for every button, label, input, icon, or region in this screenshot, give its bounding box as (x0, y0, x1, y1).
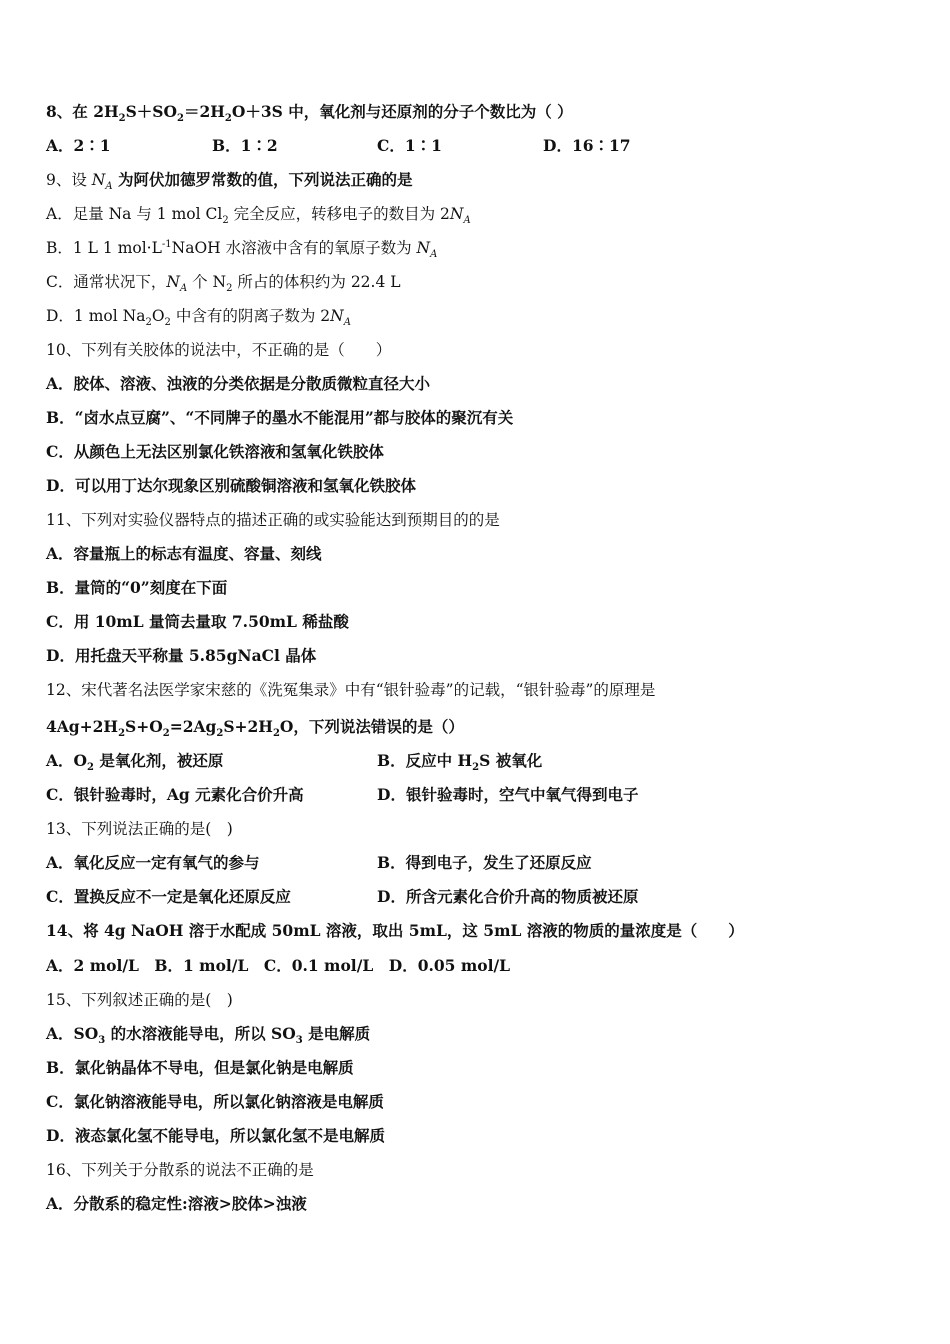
q12-option-a: A．$O_2$ 是氧化剂，被还原 (46, 751, 224, 774)
q14-options: A．2 mol/L B．1 mol/L C．0.1 mol/L D．0.05 mol/L (46, 956, 511, 975)
q13-options-row1 (46, 853, 846, 873)
q13-option-b: B．得到电子，发生了还原反应 (377, 853, 592, 872)
q10-option-d: D．可以用丁达尔现象区别硫酸铜溶液和氢氧化铁胶体 (46, 476, 416, 495)
q11-option-d: D．用托盘天平称量 5.85gNaCl 晶体 (46, 646, 317, 665)
q15-option-c: C．氯化钠溶液能导电，所以氯化钠溶液是电解质 (46, 1092, 384, 1111)
q12-option-b: B．反应中 $H_2S$ 被氧化 (377, 751, 543, 774)
q8-option-d: D．16∶17 (543, 136, 631, 155)
q15-option-d: D．液态氯化氢不能导电，所以氯化氢不是电解质 (46, 1126, 385, 1145)
q13-option-a: A．氧化反应一定有氧气的参与 (46, 853, 260, 872)
question-12-stem: 12、宋代著名法医学家宋慈的《洗冤集录》中有“银针验毒”的记载，“银针验毒”的原理是 (46, 681, 656, 699)
q15-option-b: B．氯化钠晶体不导电，但是氯化钠是电解质 (46, 1058, 354, 1077)
q10-option-a: A．胶体、溶液、浊液的分类依据是分散质微粒直径大小 (46, 374, 431, 393)
q8-option-c: C．1∶1 (377, 136, 442, 155)
q9-option-d: D．1 mol $Na_2O_2$ 中含有的阴离子数为 $2N_A$ (46, 307, 351, 329)
q10-option-c: C．从颜色上无法区别氯化铁溶液和氢氧化铁胶体 (46, 442, 384, 461)
q15-option-a: A．$SO_3$ 的水溶液能导电，所以 $SO_3$ 是电解质 (46, 1024, 371, 1047)
question-13-stem: 13、下列说法正确的是( ) (46, 820, 233, 838)
q12-options-row2 (46, 785, 846, 805)
q9-option-a: A．足量 Na 与 1 mol $Cl_2$ 完全反应，转移电子的数目为 $2N_A$ (46, 205, 471, 227)
q8-option-a: A．2∶1 (46, 136, 111, 155)
question-16-stem: 16、下列关于分散系的说法不正确的是 (46, 1161, 314, 1179)
q9-option-c: C．通常状况下，$N_A$ 个 $N_2$ 所占的体积约为 22.4 L (46, 273, 401, 295)
question-8-stem: 8、在 $2H_2S+SO_2=2H_2O+3S$ 中，氧化剂与还原剂的分子个数比为（ ） (46, 102, 573, 125)
q12-option-d: D．银针验毒时，空气中氧气得到电子 (377, 785, 639, 804)
question-15-stem: 15、下列叙述正确的是( ) (46, 991, 233, 1009)
q13-option-d: D．所含元素化合价升高的物质被还原 (377, 887, 639, 906)
q13-options-row2 (46, 887, 846, 907)
q11-option-a: A．容量瓶上的标志有温度、容量、刻线 (46, 544, 322, 563)
question-10-stem: 10、下列有关胶体的说法中，不正确的是（ ） (46, 341, 392, 359)
q13-option-c: C．置换反应不一定是氧化还原反应 (46, 887, 291, 906)
q16-option-a: A．分散系的稳定性:溶液>胶体>浊液 (46, 1194, 307, 1213)
q8-option-b: B．1∶2 (212, 136, 278, 155)
question-9-stem: 9、设 $N_A$ 为阿伏加德罗常数的值，下列说法正确的是 (46, 170, 413, 193)
q9-option-b: B．1 L 1 $mol\cdot L^{-1}NaOH$ 水溶液中含有的氧原子数为 $N_A$ (46, 238, 438, 261)
question-8-options (46, 136, 846, 156)
question-11-stem: 11、下列对实验仪器特点的描述正确的或实验能达到预期目的的是 (46, 511, 500, 529)
question-12-equation: $4Ag+2H_2S+O_2=2Ag_2S+2H_2O$，下列说法错误的是（） (46, 717, 464, 740)
question-14-stem: 14、将 4g NaOH 溶于水配成 50mL 溶液，取出 5mL，这 5mL 溶液的物质的量浓度是（ ） (46, 921, 744, 940)
q10-option-b: B．“卤水点豆腐”、“不同牌子的墨水不能混用”都与胶体的聚沉有关 (46, 408, 514, 427)
q12-options-row1 (46, 751, 846, 774)
q11-option-c: C．用 10mL 量筒去量取 7.50mL 稀盐酸 (46, 612, 349, 631)
q12-option-c: C．银针验毒时，Ag 元素化合价升高 (46, 785, 304, 804)
q11-option-b: B．量筒的“0”刻度在下面 (46, 578, 228, 597)
